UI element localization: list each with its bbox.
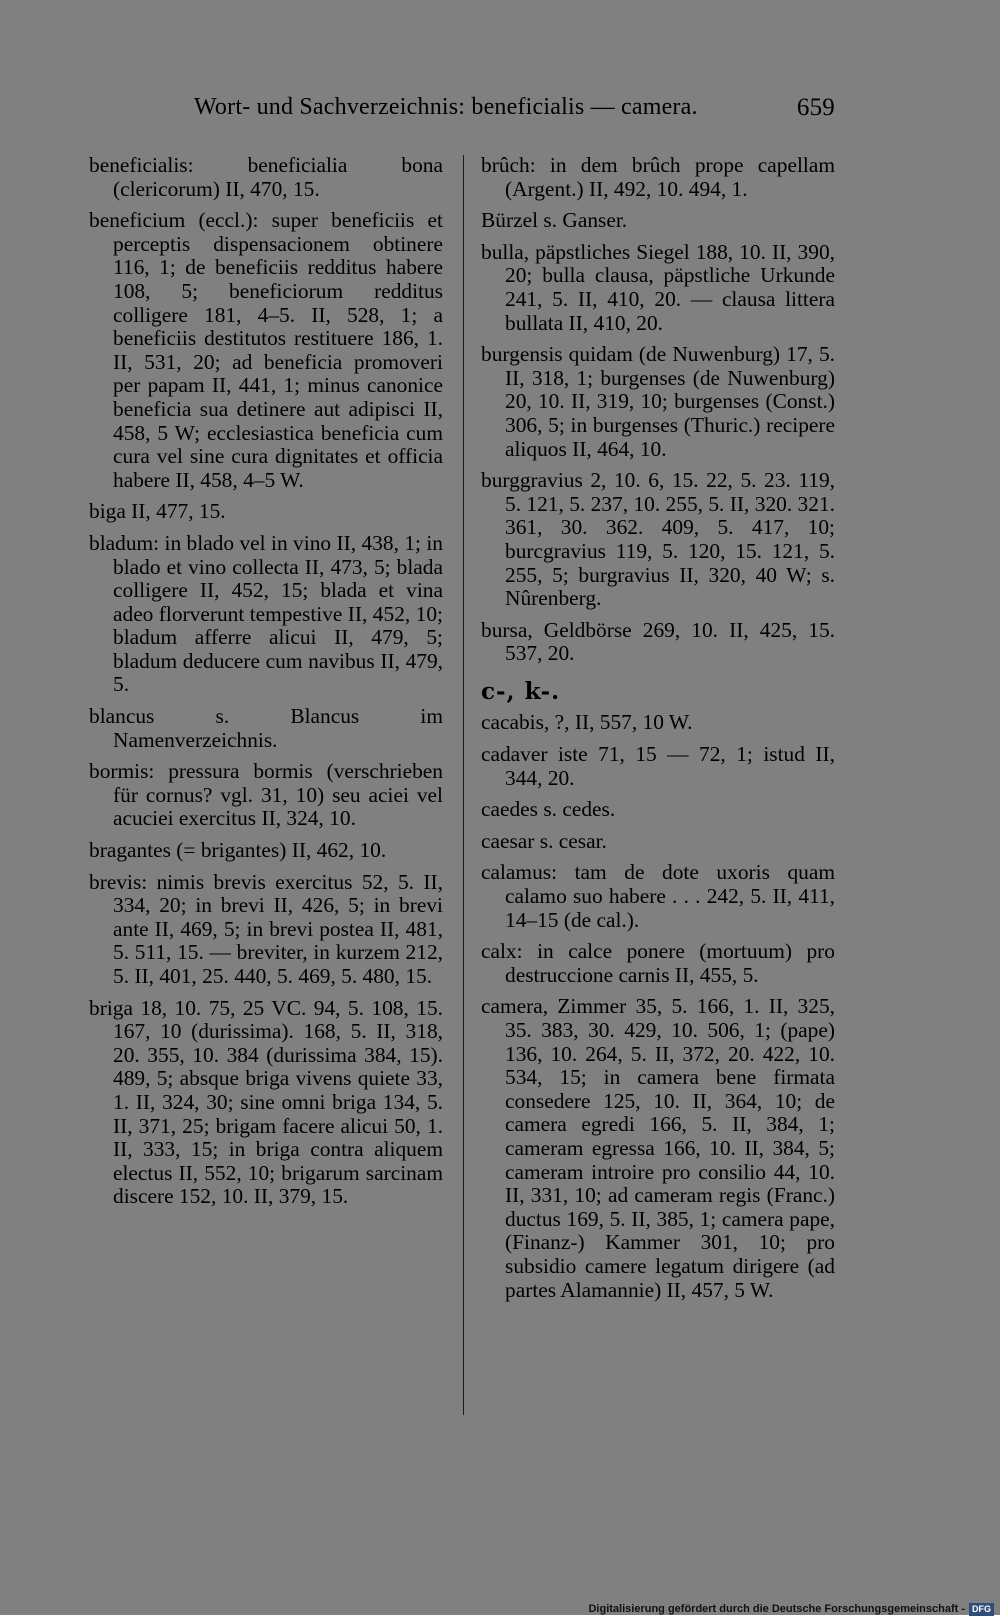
index-entry: brevis: nimis brevis exercitus 52, 5. II, 334, 20; in brevi II, 426, 5; in brevi ante II, 469, 5; in brevi postea II, 481, 5. 511, 15. — breviter, in kurzem 212, 5. II, 401, 25. 440, 5. 469, 5. 480, 15.: [89, 869, 443, 988]
index-entry: brûch: in dem brûch prope capellam (Argent.) II, 492, 10. 494, 1.: [481, 153, 835, 201]
index-entry: cacabis, ?, II, 557, 10 W.: [481, 710, 693, 735]
index-entry: caesar s. cesar.: [481, 828, 607, 853]
index-entry: bladum: in blado vel in vino II, 438, 1; in blado et vino collecta II, 473, 5; blada colligere II, 452, 15; blada et vina adeo florverunt tempestive II, 452, 10; bladum afferre alicui II, 479, 5; bladum deducere cum navibus II, 479, 5.: [89, 530, 443, 697]
index-entry: calamus: tam de dote uxoris quam calamo suo habere . . . 242, 5. II, 411, 14–15 (de cal.).: [481, 860, 835, 932]
index-entry: bursa, Geldbörse 269, 10. II, 425, 15. 537, 20.: [481, 617, 835, 666]
section-heading: c-, k-.: [481, 677, 561, 705]
page-number: 659: [796, 94, 835, 121]
running-header: [190, 94, 835, 130]
index-entry: bulla, päpstliches Siegel 188, 10. II, 390, 20; bulla clausa, päpstliche Urkunde 241, 5. II, 410, 20. — clausa littera bullata II, 410, 20.: [481, 239, 835, 335]
left-column: [89, 154, 443, 1217]
dfg-logo: DFG: [969, 1603, 994, 1616]
index-entry: calx: in calce ponere (mortuum) pro destruccione carnis II, 455, 5.: [481, 939, 835, 987]
index-entry: bormis: pressura bormis (verschrieben für cornus? vgl. 31, 10) seu aciei vel acuciei exercitus II, 324, 10.: [89, 759, 443, 831]
index-entry: burggravius 2, 10. 6, 15. 22, 5. 23. 119, 5. 121, 5. 237, 10. 255, 5. II, 320. 321. 361, 30. 362. 409, 5. 417, 10; burcgravius 119, 5. 120, 15. 121, 5. 255, 5; burgravius II, 320, 40 W; s. Nûrenberg.: [481, 468, 835, 611]
column-divider: [463, 155, 464, 1415]
right-column: [481, 154, 835, 1310]
index-entry: beneficialis: beneficialia bona (clericorum) II, 470, 15.: [89, 153, 443, 201]
digitization-credit: [588, 1602, 994, 1616]
index-entry: biga II, 477, 15.: [89, 499, 226, 524]
index-entry: cadaver iste 71, 15 — 72, 1; istud II, 344, 20.: [481, 742, 835, 790]
index-entry: Bürzel s. Ganser.: [481, 208, 628, 233]
index-entry: beneficium (eccl.): super beneficiis et perceptis dispensacionem obtinere 116, 1; de beneficiis redditus habere 108, 5; beneficiorum redditus colligere 181, 4–5. II, 528, 1; a beneficiis destitutos restituere 186, 1. II, 531, 20; ad beneficia promoveri per papam II, 441, 1; minus canonice beneficia sua detinere aut adipisci II, 458, 5 W; ecclesiastica beneficia cum cura vel sine cura dignitates et officia habere II, 458, 4–5 W.: [89, 208, 443, 492]
index-entry: bragantes (= brigantes) II, 462, 10.: [89, 838, 387, 863]
index-entry: briga 18, 10. 75, 25 VC. 94, 5. 108, 15. 167, 10 (durissima). 168, 5. II, 318, 20. 355, 10. 384 (durissima 384, 15). 489, 5; absque briga vivens quiete 33, 1. II, 324, 30; sine omni briga 134, 5. II, 371, 25; brigam facere alicui 50, 1. II, 333, 15; in briga contra aliquem electus II, 552, 10; brigarum sarcinam discere 152, 10. II, 379, 15.: [89, 995, 443, 1209]
index-entry: camera, Zimmer 35, 5. 166, 1. II, 325, 35. 383, 30. 429, 10. 506, 1; (pape) 136, 10. 264, 5. II, 372, 20. 422, 10. 534, 15; in camera bene firmata consedere 125, 10. II, 364, 10; de camera egredi 166, 5. II, 384, 1; cameram egressa 166, 10. II, 384, 5; cameram introire pro consilio 44, 10. II, 331, 10; ad cameram regis (Franc.) ductus 169, 5. II, 385, 1; camera pape, (Finanz-) Kammer 301, 10; pro subsidio camere legatum dirigere (ad partes Alamannie) II, 457, 5 W.: [481, 994, 835, 1302]
footer-text: Digitalisierung gefördert durch die Deutsche Forschungsgemeinschaft -: [588, 1603, 965, 1615]
index-entry: caedes s. cedes.: [481, 797, 616, 822]
index-entry: burgensis quidam (de Nuwenburg) 17, 5. II, 318, 1; burgenses (de Nuwenburg) 20, 10. II, 319, 10; burgenses (Const.) 306, 5; in burgenses (Thuric.) recipere aliquos II, 464, 10.: [481, 342, 835, 461]
index-entry: blancus s. Blancus im Namenverzeichnis.: [89, 704, 443, 752]
header-title: Wort- und Sachverzeichnis: beneficialis — camera.: [194, 94, 698, 120]
